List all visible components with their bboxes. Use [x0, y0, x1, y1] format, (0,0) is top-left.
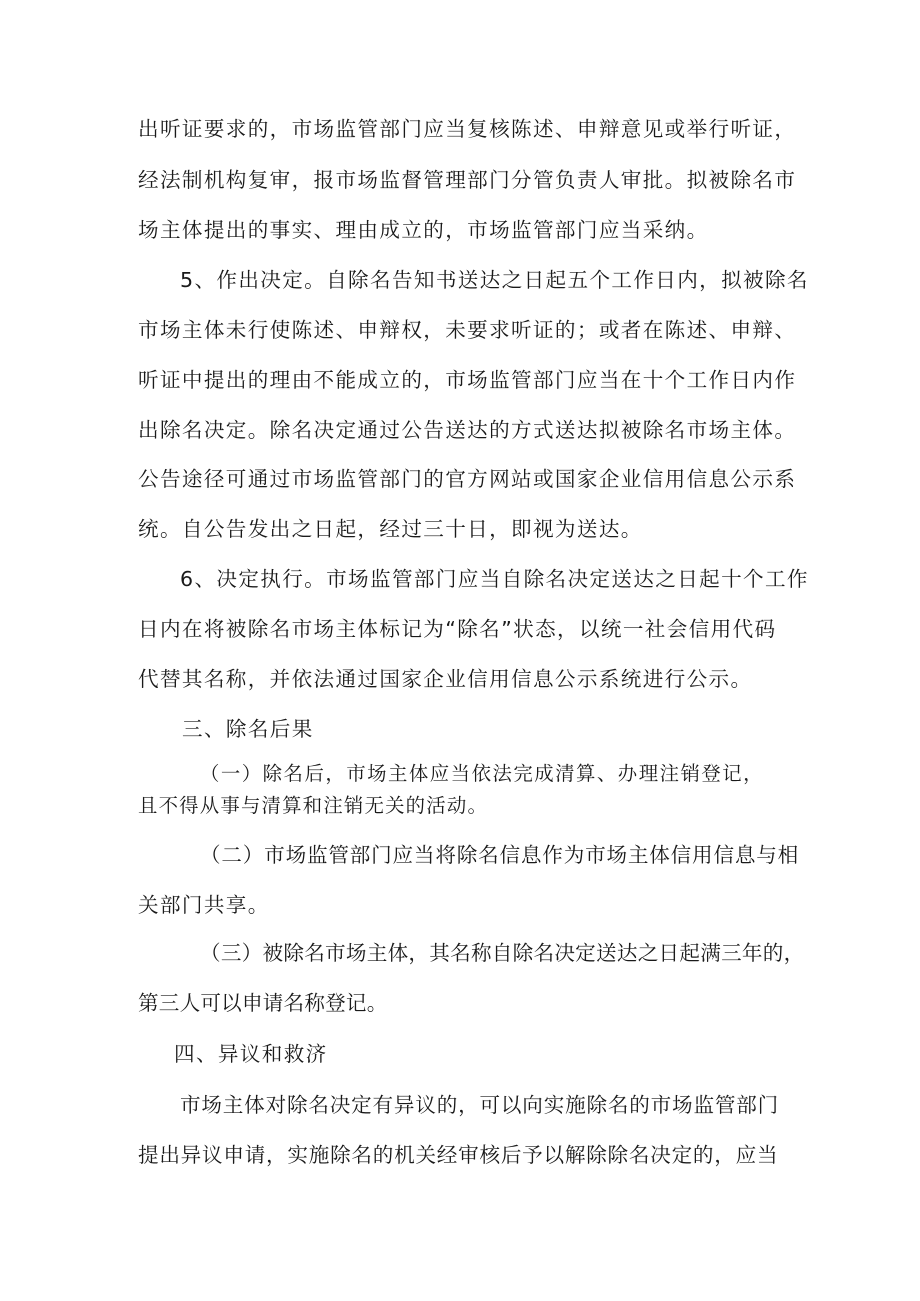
text-line: 场主体提出的事实、理由成立的，市场监管部门应当采纳。	[138, 218, 709, 242]
section-heading: 三、除名后果	[182, 717, 314, 741]
text-line: 日内在将被除名市场主体标记为“除名”状态，以统一社会信用代码	[138, 617, 777, 641]
paragraph-start-line: 市场主体对除名决定有异议的，可以向实施除名的市场监管部门	[180, 1093, 780, 1117]
text-line: 提出异议申请，实施除名的机关经审核后予以解除除名决定的，应当	[138, 1143, 779, 1167]
text-line: 公告途径可通过市场监管部门的官方网站或国家企业信用信息公示系	[138, 467, 797, 491]
text-line: 经法制机构复审，报市场监督管理部门分管负责人审批。拟被除名市	[138, 168, 797, 192]
paragraph-start-line: （二）市场监管部门应当将除名信息作为市场主体信用信息与相	[200, 843, 800, 867]
text-line: 代替其名称，并依法通过国家企业信用信息公示系统进行公示。	[138, 667, 753, 691]
section-heading: 四、异议和救济	[174, 1042, 328, 1066]
paragraph-start-line: 6、决定执行。市场监管部门应当自除名决定送达之日起十个工作	[180, 567, 809, 591]
paragraph-start-line: 5、作出决定。自除名告知书送达之日起五个工作日内，拟被除名	[180, 268, 809, 292]
text-line: 市场主体未行使陈述、申辩权，未要求听证的；或者在陈述、申辩、	[138, 318, 797, 342]
text-line: 第三人可以申请名称登记。	[138, 991, 388, 1015]
text-line: 出听证要求的，市场监管部门应当复核陈述、申辩意见或举行听证，	[138, 117, 797, 141]
paragraph-start-line: （一）除名后，市场主体应当依法完成清算、办理注销登记，	[200, 762, 765, 785]
text-line: 听证中提出的理由不能成立的，市场监管部门应当在十个工作日内作	[138, 368, 797, 392]
text-line: 出除名决定。除名决定通过公告送达的方式送达拟被除名市场主体。	[138, 418, 797, 442]
paragraph-start-line: （三）被除名市场主体，其名称自除名决定送达之日起满三年的，	[200, 941, 805, 965]
text-line: 且不得从事与清算和注销无关的活动。	[138, 794, 489, 817]
text-line: 关部门共享。	[138, 893, 270, 917]
text-line: 统。自公告发出之日起，经过三十日，即视为送达。	[138, 517, 643, 541]
